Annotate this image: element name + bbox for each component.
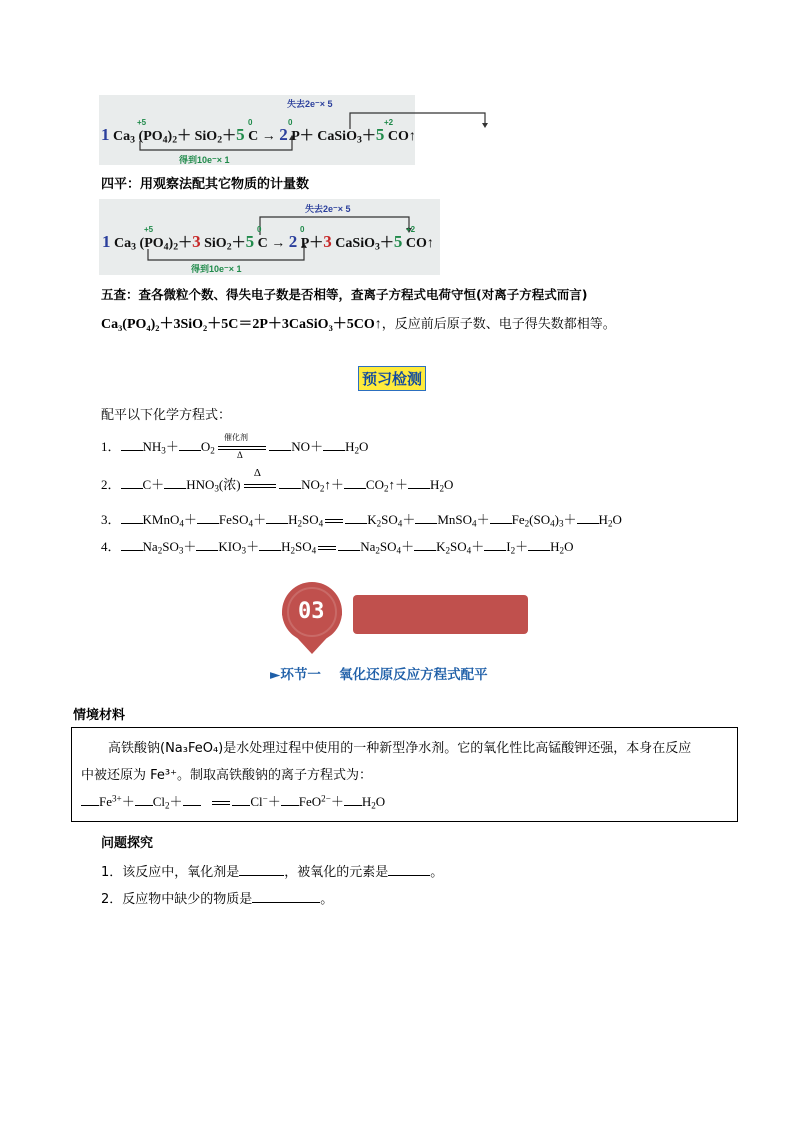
answer-blank-oxidant[interactable] (239, 863, 284, 876)
exercise-2: 2． $C+ HNO_3$(浓) Δ $NO_2↑+$ $CO_2↑+ H_2O$ (101, 467, 454, 494)
gain-electron-label: 得到10e⁻× 1 (179, 155, 230, 165)
context-equation: $Fe^{3+}+ Cl_2+$ $Cl^-+ FeO^{2-}+ H_2O$ (81, 791, 385, 810)
ox-state-p2: 0 (288, 118, 293, 127)
loss-electron-label: 失去2e⁻× 5 (287, 99, 333, 109)
question-2-part-b: 。 (320, 892, 334, 907)
gain-electron-label-2: 得到10e⁻× 1 (191, 264, 242, 274)
preview-badge: 预习检测 (358, 366, 426, 391)
ox-state-co-2: +2 (406, 225, 416, 234)
question-1 (101, 861, 443, 880)
ox-state-co: +2 (384, 118, 394, 127)
heat-label-2: Δ (253, 467, 261, 480)
answer-blank-missing-reactant[interactable] (252, 890, 320, 903)
step4-title: 四平：用观察法配其它物质的计量数 (101, 177, 310, 192)
ox-state-p2-2: 0 (300, 225, 305, 234)
section-number: 03 (298, 599, 325, 624)
ox-state-p: +5 (137, 118, 147, 127)
question-1-part-b: ，被氧化的元素是 (284, 865, 389, 880)
heat-label-1: Δ (237, 450, 243, 461)
equation-text-2: 1 $Ca_3$ $(PO_4)_2+3$ SiO$_2$＋5 C → 2 P＋3 CaSiO$_3$＋5 CO↑ (102, 232, 434, 253)
ox-state-c: 0 (248, 118, 253, 127)
question-1-part-c: 。 (430, 865, 444, 880)
equation-image-1 (99, 95, 415, 165)
question-2 (101, 888, 333, 907)
exercise-1: 1． $NH_3+ O_2$ 催化剂 Δ $NO+ H_2O$ (101, 433, 369, 461)
catalyst-label: 催化剂 (224, 433, 249, 443)
question-2-part-a: 2．反应物中缺少的物质是 (101, 892, 253, 907)
step5-note: ，反应前后原子数、电子得失数都相等。 (381, 317, 616, 332)
equation-image-2 (99, 199, 440, 275)
exercise-4: 4． $Na_2SO_3+ KIO_3+ H_2SO_4$ $Na_2SO_4+ K_2SO_4+ I_2+ H_2O$ (101, 539, 574, 556)
ox-state-p-2: +5 (144, 225, 154, 234)
step5-equation: Ca₃(PO₄)₂＋3SiO₂＋5C＝2P＋3CaSiO₃＋5CO↑ (101, 317, 382, 332)
exercise-3: 3． KMnO$_4$＋ FeSO$_4$＋ $H_2SO_4$ $K_2SO_4+$ MnSO$_4$＋ $Fe_2(SO_4)_3+ H_2O$ (101, 512, 622, 529)
context-para1: 高铁酸钠(Na₃FeO₄)是水处理过程中使用的一种新型净水剂。它的氧化性比高锰酸钾还强，本身在反应 (108, 741, 692, 756)
step5-line (101, 313, 616, 333)
answer-blank-oxidized-element[interactable] (388, 863, 430, 876)
question-1-part-a: 1．该反应中，氧化剂是 (101, 865, 240, 880)
section-subtitle: ►环节一 氧化还原反应方程式配平 (270, 667, 488, 683)
preview-intro: 配平以下化学方程式： (101, 408, 232, 423)
context-para2: 中被还原为 Fe³⁺。制取高铁酸钠的离子方程式为： (81, 768, 372, 783)
section-header-graphic (0, 582, 794, 662)
equation-text-1: 1 $Ca_3$ $(PO_4)_2+ SiO_2+5$ C → 2 P＋ CaSiO$_3$＋5 CO↑ (101, 125, 416, 146)
loss-electron-label-2: 失去2e⁻× 5 (305, 204, 351, 214)
context-title: 情境材料 (73, 708, 126, 723)
questions-title: 问题探究 (101, 836, 154, 851)
ox-state-c-2: 0 (257, 225, 262, 234)
step5-title: 五查：查各微粒个数、得失电子数是否相等，查离子方程式电荷守恒(对离子方程式而言) (101, 287, 588, 302)
